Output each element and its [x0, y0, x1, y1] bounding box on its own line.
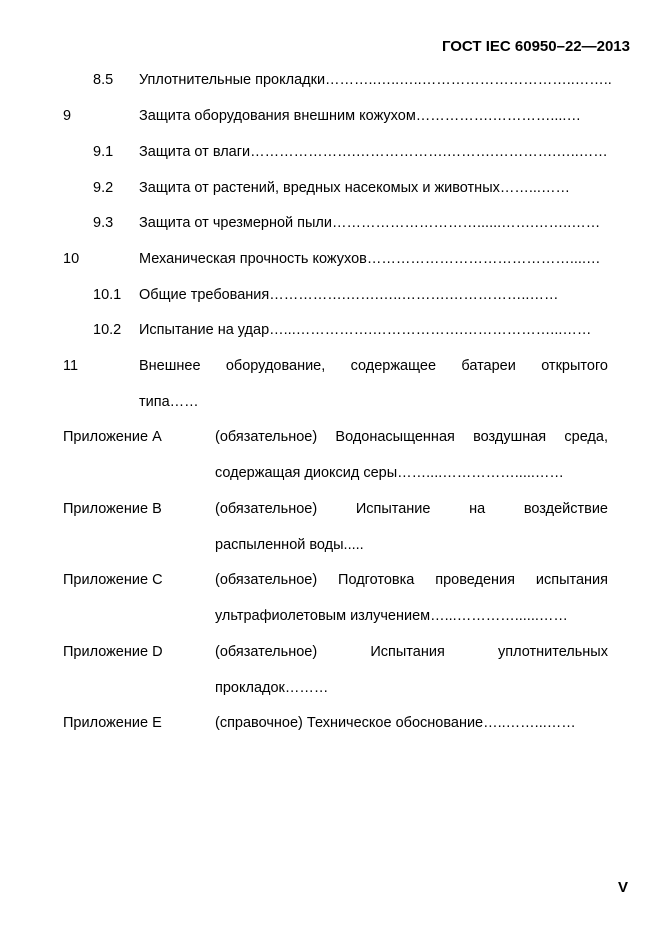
toc-title-line [139, 358, 608, 374]
toc-title: Защита от влаги………………….……………….……….………….…..…… [139, 144, 608, 160]
toc-title: Защита от растений, вредных насекомых и животных……...…… [139, 180, 570, 196]
toc-number: 9 [63, 108, 72, 124]
toc-word: оборудование, [225, 358, 326, 374]
toc-number: 11 [63, 358, 79, 374]
annex-word: Испытания [370, 644, 445, 660]
annex-title-continuation: распыленной воды..... [215, 537, 364, 553]
annex-label: Приложение E [63, 715, 162, 731]
toc-title: Механическая прочность кожухов……………………………………....… [139, 251, 601, 267]
annex-title-line [215, 501, 608, 517]
toc-title: Уплотнительные прокладки………..…..…..…………………………..…….. [139, 72, 612, 88]
toc-word: батареи [461, 358, 516, 374]
toc-number: 10.2 [93, 322, 122, 338]
annex-word: Подготовка [338, 572, 415, 588]
toc-title-continuation: типа…… [139, 394, 199, 410]
annex-word: воздушная [473, 429, 547, 445]
toc-number: 10.1 [93, 287, 122, 303]
annex-word: уплотнительных [498, 644, 608, 660]
annex-word: (обязательное) [215, 429, 318, 445]
annex-word: Испытание [355, 501, 431, 517]
toc-word: содержащее [350, 358, 437, 374]
toc-word: открытого [541, 358, 608, 374]
annex-title-line [215, 644, 608, 660]
annex-word: проведения [435, 572, 515, 588]
toc-title: Защита от чрезмерной пыли…………………………......…….……..…… [139, 215, 601, 231]
annex-label: Приложение C [63, 572, 163, 588]
annex-title-line [215, 715, 576, 731]
annex-word: (обязательное) [215, 501, 318, 517]
annex-word: (справочное) [215, 715, 303, 731]
annex-word: воздействие [523, 501, 608, 517]
annex-title-continuation: прокладок……… [215, 680, 329, 696]
annex-title-line [215, 429, 608, 445]
annex-label: Приложение B [63, 501, 162, 517]
annex-label: Приложение D [63, 644, 163, 660]
annex-word: (обязательное) [215, 644, 318, 660]
annex-label: Приложение A [63, 429, 162, 445]
annex-word: испытания [535, 572, 608, 588]
annex-title-line [215, 572, 608, 588]
annex-title-continuation: ультрафиолетовым излучением…...…………......…… [215, 608, 568, 624]
toc-number: 9.1 [93, 144, 114, 160]
annex-word: Техническое обоснование…..……...…… [306, 715, 576, 731]
annex-title-continuation: содержащая диоксид серы……....…………….....…… [215, 465, 564, 481]
annex-word: среда, [564, 429, 608, 445]
toc-title: Испытание на удар…...…………….……………….………………...…… [139, 322, 592, 338]
annex-word: (обязательное) [215, 572, 318, 588]
toc-number: 9.3 [93, 215, 114, 231]
page-number: V [617, 879, 628, 896]
toc-number: 9.2 [93, 180, 114, 196]
document-header: ГОСТ IEC 60950–22—2013 [441, 38, 630, 55]
toc-number: 8.5 [93, 72, 114, 88]
toc-number: 10 [63, 251, 80, 267]
toc-word: Внешнее [139, 358, 201, 374]
annex-word: на [469, 501, 486, 517]
toc-title: Общие требования…………….…….…..……….……………..…… [139, 287, 559, 303]
annex-word: Водонасыщенная [335, 429, 455, 445]
toc-title: Защита оборудования внешним кожухом…………….…………....… [139, 108, 581, 124]
